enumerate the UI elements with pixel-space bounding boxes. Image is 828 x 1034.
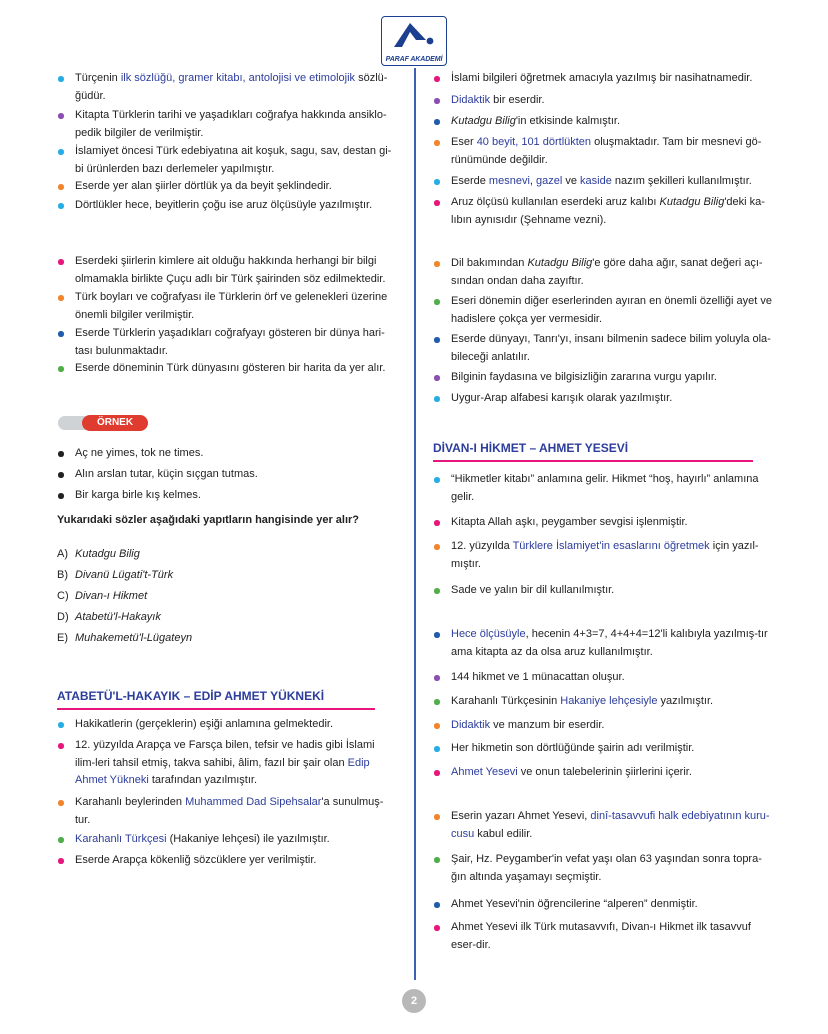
list-item (433, 626, 775, 661)
list-item-text (451, 257, 763, 287)
text-run: Eserde yer alan şiirler dörtlük ya da beyit şeklindedir. (75, 180, 332, 192)
saying-text: Bir karga birle kış kelmes. (75, 489, 201, 501)
list-item-text (75, 796, 383, 826)
text-run: Karahanlı Türkçesinin (451, 695, 561, 707)
list-item-text (451, 584, 614, 596)
list-item-text (451, 898, 698, 910)
bullet-icon (434, 746, 440, 752)
list-item (433, 582, 775, 600)
list-item (57, 325, 397, 360)
highlighted-text: Türklere İslamiyet'in esaslarını öğretmek (512, 540, 710, 552)
bullet-icon (434, 200, 440, 206)
bullet-icon (434, 261, 440, 267)
list-item-text (75, 718, 333, 730)
text-run: Şair, Hz. Peygamber'in vefat yaşı olan 63 yaşından sonra topra-ğın altında yaşamayı seçmiştir. (451, 853, 762, 883)
text-run: Eserdeki şiirlerin kimlere ait olduğu hakkında herhangi bir bilgi olmamakla birlikte Çuçu adlı bir Türk şairinden söz edilmektedir. (75, 255, 386, 285)
highlighted-text: Ahmet Yesevi (451, 766, 518, 778)
text-run: ve manzum bir eserdir. (490, 719, 605, 731)
text-run: Eserde Türklerin yaşadıkları coğrafyayı gösteren bir dünya hari-tası bulunmaktadır. (75, 327, 385, 357)
list-item-text (451, 516, 688, 528)
list-item-text (451, 115, 620, 127)
highlighted-text: gazel (536, 175, 563, 187)
column-divider (414, 68, 416, 980)
list-item (433, 390, 775, 408)
bullet-icon (434, 857, 440, 863)
list-item (433, 808, 775, 843)
option-text: Muhakemetü'l-Lügateyn (75, 632, 193, 644)
highlighted-text: Didaktik (451, 94, 491, 106)
list-item-text (75, 833, 330, 845)
list-item-text (451, 719, 604, 731)
option-text: Divanü Lügati't-Türk (75, 569, 174, 581)
list-item-text (451, 295, 772, 325)
list-item-text (451, 742, 694, 754)
answer-option-b[interactable] (57, 567, 173, 584)
highlighted-text: Didaktik (451, 719, 491, 731)
section-title-divan: DİVAN-I HİKMET – AHMET YESEVİ (433, 440, 753, 462)
bullet-icon (58, 295, 64, 301)
highlighted-text: Karahanlı Türkçesi (75, 833, 167, 845)
list-item-text (451, 136, 761, 166)
text-run: için yazıl-mıştır. (451, 540, 759, 570)
list-item-text (451, 853, 762, 883)
highlighted-text: Muhammed Dad Sipehsalar (185, 796, 322, 808)
list-item (57, 253, 397, 288)
text-run: 'in etkisinde kalmıştır. (515, 115, 621, 127)
list-item (57, 143, 397, 178)
list-item (433, 173, 775, 191)
bullet-icon (434, 770, 440, 776)
list-item (57, 197, 397, 215)
bullet-icon (58, 837, 64, 843)
list-item-text (451, 921, 751, 951)
list-item (433, 471, 775, 506)
bullet-icon (58, 203, 64, 209)
list-item-text (75, 145, 391, 175)
logo-mark-icon (390, 20, 438, 50)
text-run: oluşmaktadır. Tam bir mesnevi gö-rünümünde değildir. (451, 136, 762, 166)
answer-option-d[interactable] (57, 609, 161, 626)
bullet-icon (58, 76, 64, 82)
bullet-icon (434, 375, 440, 381)
italic-text: Kutadgu Bilig (527, 257, 593, 269)
highlighted-text: Hakaniye lehçesiyle (560, 695, 658, 707)
question-stem: Yukarıdaki sözler aşağıdaki yapıtların hangisinde yer alır? (57, 514, 360, 526)
text-run: 'a sunulmuş-tur. (75, 796, 384, 826)
highlighted-text: kaside (580, 175, 612, 187)
bullet-icon (58, 331, 64, 337)
text-run: 12. yüzyılda Arapça ve Farsça bilen, tefsir ve hadis gibi İslami ilim-leri tahsil etmiş, takva sahibi, âlim, fazıl bir şair olan (75, 739, 375, 769)
list-item (433, 92, 775, 110)
list-item (433, 693, 775, 711)
list-item (433, 369, 775, 387)
text-run: tarafından yazılmıştır. (148, 774, 258, 786)
list-item (433, 331, 775, 366)
list-item (433, 919, 775, 954)
bullet-icon (434, 76, 440, 82)
text-run: 'e göre daha ağır, sanat değeri açı-sından ondan daha zayıftır. (451, 257, 763, 287)
list-item (433, 255, 775, 290)
list-item-text (75, 854, 316, 866)
text-run: Türk boyları ve coğrafyası ile Türklerin örf ve gelenekleri üzerine önemli bilgiler verilmiştir. (75, 291, 388, 321)
bullet-icon (58, 366, 64, 372)
list-item (433, 194, 775, 229)
text-run: kabul edilir. (474, 827, 533, 840)
example-badge-label: ÖRNEK (82, 415, 148, 431)
text-run: ve onun talebelerinin şiirlerini içerir. (517, 766, 692, 778)
list-item (433, 669, 775, 687)
bullet-icon (434, 337, 440, 343)
saying-item (57, 466, 397, 484)
list-item-text (451, 810, 770, 840)
bullet-icon (58, 743, 64, 749)
list-item-text (75, 291, 387, 321)
italic-text: Kutadgu Bilig (659, 196, 725, 208)
bullet-icon (58, 451, 64, 457)
text-run: Her hikmetin son dörtlüğünde şairin adı verilmiştir. (451, 742, 695, 754)
bullet-icon (58, 113, 64, 119)
list-item (57, 737, 397, 790)
list-item-text (451, 196, 765, 226)
answer-option-a[interactable] (57, 546, 140, 563)
text-run: Dil bakımından (451, 257, 528, 269)
answer-option-e[interactable] (57, 630, 192, 647)
text-run: yazılmıştır. (657, 695, 714, 707)
list-item-text (75, 362, 385, 374)
bullet-icon (434, 140, 440, 146)
option-letter: E) (57, 632, 68, 644)
text-run: Eserde dünyayı, Tanrı'yı, insanı bilmenin sadece bilim yoluyla ola-bileceği anlatılır. (451, 333, 771, 363)
text-run: Uygur-Arap alfabesi karışık olarak yazılmıştır. (451, 392, 673, 404)
option-text: Kutadgu Bilig (75, 548, 140, 560)
text-run: , (529, 175, 537, 187)
bullet-icon (58, 472, 64, 478)
list-item-text (75, 199, 372, 211)
text-run: İslamiyet öncesi Türk edebiyatına ait koşuk, sagu, sav, destan gi-bi ürünlerden bazı derlemeler yapılmıştır. (75, 145, 392, 175)
text-run: Eserde döneminin Türk dünyasını gösteren bir harita da yer alır. (75, 362, 386, 374)
highlighted-text: dinî-tasavvufi halk edebiyatının kuru-cusu (451, 810, 770, 840)
list-item-text (75, 72, 387, 102)
list-item (433, 717, 775, 735)
saying-item (57, 445, 397, 463)
text-run: Ahmet Yesevi ilk Türk mutasavvıfı, Divan-ı Hikmet ilk tasavvuf eser-dir. (451, 921, 751, 951)
bullet-icon (434, 396, 440, 402)
italic-text: Kutadgu Bilig (451, 115, 516, 127)
highlighted-text: 40 beyit, 101 dörtlükten (476, 136, 592, 148)
bullet-icon (434, 544, 440, 550)
list-item (433, 538, 775, 573)
list-item (57, 716, 397, 734)
bullet-icon (58, 149, 64, 155)
list-item-text (451, 540, 759, 570)
list-item-text (75, 109, 387, 139)
option-letter: D) (57, 611, 69, 623)
list-item-text (75, 327, 385, 357)
text-run: Eserde Arapça kökenliğ sözcüklere yer verilmiştir. (75, 854, 317, 866)
list-item-text (451, 473, 759, 503)
bullet-icon (434, 925, 440, 931)
example-badge (58, 415, 148, 431)
bullet-icon (58, 184, 64, 190)
list-item (433, 764, 775, 782)
list-item (57, 794, 397, 829)
section-title-atabet: ATABETÜ'L-HAKAYIK – EDİP AHMET YÜKNEKİ (57, 688, 375, 710)
list-item-text (451, 175, 752, 187)
saying-text: Aç ne yimes, tok ne times. (75, 447, 204, 459)
text-run: Dörtlükler hece, beyitlerin çoğu ise aruz ölçüsüyle yazılmıştır. (75, 199, 373, 211)
text-run: Kitapta Türklerin tarihi ve yaşadıkları coğrafya hakkında ansiklo-pedik bilgiler de verilmiştir. (75, 109, 387, 139)
bullet-icon (434, 119, 440, 125)
text-run: 144 hikmet ve 1 münacattan oluşur. (451, 671, 625, 683)
option-text: Atabetü'l-Hakayık (75, 611, 161, 623)
list-item (433, 514, 775, 532)
list-item (433, 113, 775, 131)
list-item-text (451, 72, 752, 84)
bullet-icon (434, 699, 440, 705)
text-run: 12. yüzyılda (451, 540, 513, 552)
bullet-icon (434, 675, 440, 681)
bullet-icon (58, 722, 64, 728)
text-run: Karahanlı beylerinden (75, 796, 186, 808)
text-run: (Hakaniye lehçesi) ile yazılmıştır. (166, 833, 330, 845)
text-run: Eserde (451, 175, 489, 187)
option-letter: A) (57, 548, 68, 560)
option-letter: C) (57, 590, 69, 602)
option-letter: B) (57, 569, 68, 581)
bullet-icon (58, 858, 64, 864)
text-run: Eser (451, 136, 477, 148)
list-item (433, 134, 775, 169)
list-item-text (451, 333, 771, 363)
highlighted-text: Edip Ahmet Yükneki (75, 756, 370, 786)
option-text: Divan-ı Hikmet (75, 590, 148, 602)
text-run: ve (562, 175, 581, 187)
bullet-icon (434, 814, 440, 820)
list-item (57, 852, 397, 870)
bullet-icon (434, 179, 440, 185)
text-run: Türçenin (75, 72, 121, 84)
list-item-text (451, 671, 625, 683)
list-item (433, 740, 775, 758)
text-run: “Hikmetler kitabı” anlamına gelir. Hikmet “hoş, hayırlı” anlamına gelir. (451, 473, 759, 503)
list-item (57, 289, 397, 324)
text-run: Sade ve yalın bir dil kullanılmıştır. (451, 584, 615, 596)
list-item (57, 178, 397, 196)
highlighted-text: ilk sözlüğü, gramer kitabı, antolojisi ve etimolojik (120, 72, 356, 84)
bullet-icon (434, 477, 440, 483)
highlighted-text: Hece ölçüsüyle (451, 628, 526, 640)
list-item-text (451, 628, 768, 658)
bullet-icon (58, 493, 64, 499)
list-item-text (451, 766, 692, 778)
list-item (57, 70, 397, 105)
answer-option-c[interactable] (57, 588, 147, 605)
list-item-text (451, 695, 713, 707)
text-run: Kitapta Allah aşkı, peygamber sevgisi işlenmiştir. (451, 516, 688, 528)
text-run: Hakikatlerin (gerçeklerin) eşiği anlamına gelmektedir. (75, 718, 334, 730)
list-item (57, 360, 397, 378)
list-item-text (75, 255, 385, 285)
list-item (433, 70, 775, 88)
list-item-text (75, 739, 375, 786)
bullet-icon (434, 520, 440, 526)
saying-item (57, 487, 397, 505)
bullet-icon (434, 98, 440, 104)
list-item-text (451, 392, 672, 404)
saying-text: Alın arslan tutar, küçin sıçgan tutmas. (75, 468, 258, 480)
text-run: Ahmet Yesevi'nin öğrencilerine “alperen” denmiştir. (451, 898, 698, 910)
text-run: Bilginin faydasına ve bilgisizliğin zararına vurgu yapılır. (451, 371, 717, 383)
bullet-icon (58, 800, 64, 806)
list-item (433, 293, 775, 328)
bullet-icon (434, 299, 440, 305)
bullet-icon (434, 723, 440, 729)
list-item (433, 851, 775, 886)
bullet-icon (434, 588, 440, 594)
bullet-icon (58, 259, 64, 265)
logo-text: PARAF AKADEMİ (385, 56, 443, 63)
text-run: Aruz ölçüsü kullanılan eserdeki aruz kalıbı (451, 196, 660, 208)
list-item (57, 831, 397, 849)
list-item (433, 896, 775, 914)
list-item (57, 107, 397, 142)
bullet-icon (434, 632, 440, 638)
text-run: , hecenin 4+3=7, 4+4+4=12'li kalıbıyla yazılmış-tır ama kitapta az da olsa aruz kullanılmıştır. (451, 628, 768, 658)
list-item-text (451, 94, 545, 106)
text-run: sözlü-ğüdür. (75, 72, 388, 102)
highlighted-text: mesnevi (488, 175, 530, 187)
text-run: nazım şekilleri kullanılmıştır. (611, 175, 752, 187)
text-run: Eserin yazarı Ahmet Yesevi, (451, 810, 591, 822)
text-run: İslami bilgileri öğretmek amacıyla yazılmış bir nasihatnamedir. (451, 72, 753, 84)
list-item-text (75, 180, 332, 192)
text-run: 'deki ka-lıbın aynısıdır (Şehname vezni). (451, 196, 765, 226)
text-run: bir eserdir. (490, 94, 545, 106)
bullet-icon (434, 902, 440, 908)
text-run: Eseri dönemin diğer eserlerinden ayıran en önemli özelliği ayet ve hadislere çokça yer vermesidir. (451, 295, 773, 325)
publisher-logo (381, 16, 447, 66)
page-number: 2 (402, 989, 426, 1013)
list-item-text (451, 371, 717, 383)
